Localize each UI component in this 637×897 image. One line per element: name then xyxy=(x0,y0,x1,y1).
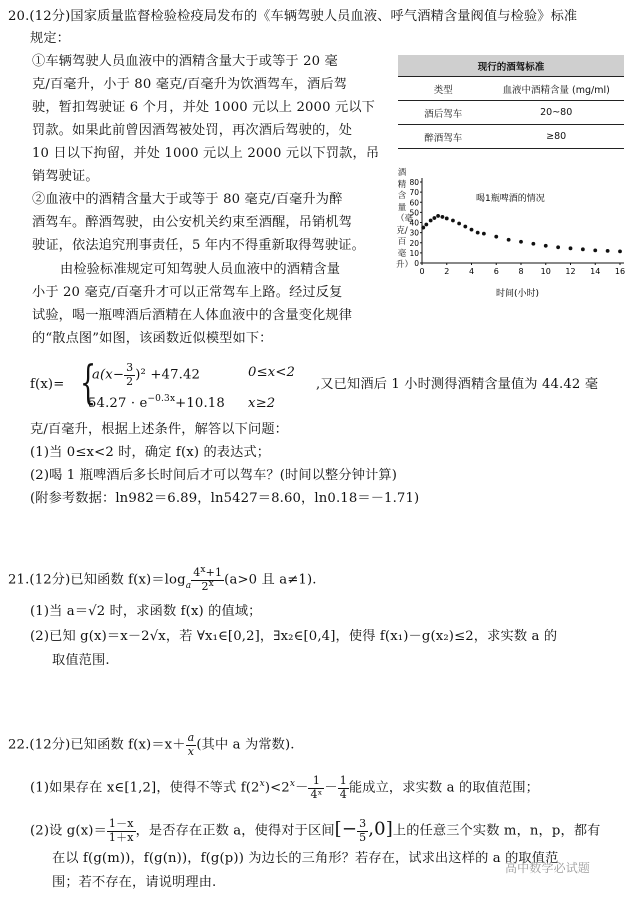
q20-title: 20.(12分)国家质量监督检验检疫局发布的《车辆驾驶人员血液、呼气酒精含量阀值与检验》标准 xyxy=(8,9,578,24)
data-point xyxy=(424,223,428,227)
q22-s1-exp: x xyxy=(259,778,265,789)
q22-frac xyxy=(186,732,197,758)
q22-s1-e: 能成立，求实数 a 的取值范围； xyxy=(348,780,539,796)
q20-p1-line2: 克/百毫升，小于 80 毫克/百毫升为饮酒驾车，酒后驾 xyxy=(32,77,348,92)
q21-num-rest: +1 xyxy=(205,566,223,579)
q21-num-exp: x xyxy=(200,565,206,575)
x-tick-label: 0 xyxy=(419,267,425,276)
q21-log-base: a xyxy=(185,580,192,591)
table-title: 现行的酒驾标准 xyxy=(398,55,624,77)
piece1-rest: )² +47.42 xyxy=(135,367,201,383)
table-cell: ≥80 xyxy=(488,125,624,149)
q22-frac1-den: 4ˣ xyxy=(310,787,323,801)
x-tick-label: 14 xyxy=(590,267,601,276)
q21-head: 21.(12分)已知函数 f(x)＝log xyxy=(8,572,186,588)
q22-frac1 xyxy=(308,775,324,801)
y-tick-label: 40 xyxy=(409,218,419,228)
q21-sub1: (1)当 a＝√2 时，求函数 f(x) 的值域； xyxy=(30,604,262,619)
y-tick-label: 0 xyxy=(414,259,419,268)
y-tick-label: 50 xyxy=(409,208,419,218)
piece2-rest: +10.18 xyxy=(175,396,225,411)
x-tick-label: 4 xyxy=(468,267,475,276)
data-point xyxy=(463,225,467,229)
q20-after-formula: ,又已知酒后 1 小时测得酒精含量值为 44.42 毫 xyxy=(316,377,599,392)
piece2-exp: −0.3x xyxy=(147,394,176,404)
q22-sub2-cont: 在以 f(g(m))，f(g(n))，f(g(p)) 为边长的三角形？若存在，试求出这样的 a 的取值范 xyxy=(52,851,559,866)
data-point xyxy=(507,238,511,242)
piecewise-brace: { xyxy=(80,355,97,409)
q20-p3-line2: 小于 20 毫克/百毫升才可以正常驾车上路。经过反复 xyxy=(32,285,343,300)
q22-i-den: 5 xyxy=(359,830,367,844)
table-cell: 醉酒驾车 xyxy=(398,125,488,149)
q20-line-continue: 克/百毫升，根据上述条件，解答以下问题： xyxy=(30,422,289,437)
q21-num-base: 4 xyxy=(193,566,201,579)
q22-interval-right: ,0] xyxy=(368,818,393,840)
q22-frac1-num: 1 xyxy=(308,775,324,789)
q22-s1-a: (1)如果存在 x∈[1,2]，使得不等式 f(2 xyxy=(30,780,260,796)
q20-title-cont: 规定： xyxy=(30,31,71,46)
q21-sub2: (2)已知 g(x)＝x－2√x，若 ∀x₁∈[0,2]，∃x₂∈[0,4]，使得 f(x₁)－g(x₂)≤2，求实数 a 的 xyxy=(30,629,558,644)
q22-sub2-end: 围；若不存在，请说明理由. xyxy=(52,875,217,890)
data-point xyxy=(606,249,610,253)
q20-fx-label: f(x)= xyxy=(30,377,65,392)
q20-p2-line1: ②血液中的酒精含量大于或等于 80 毫克/百毫升为醉 xyxy=(32,192,343,207)
q20-p2-line2: 酒驾车。醉酒驾驶，由公安机关约束至酒醒，吊销机驾 xyxy=(32,215,353,230)
q20-p1-line6: 销驾驶证。 xyxy=(32,169,99,184)
q21-den-base: 2 xyxy=(201,579,209,593)
q22-frac2 xyxy=(338,775,349,801)
q21-den-exp: x xyxy=(208,578,214,589)
data-point xyxy=(432,216,436,220)
q20-piece2 xyxy=(88,394,225,411)
q20-p3-line3: 试验，喝一瓶啤酒后酒精在人体血液中的含量变化规律 xyxy=(32,308,353,323)
q22-frac2-den: 4 xyxy=(339,787,347,801)
x-tick-label: 2 xyxy=(444,267,450,276)
data-point xyxy=(569,246,573,250)
q22-frac-num: a xyxy=(187,731,195,744)
q22-s1-c: － xyxy=(295,780,309,796)
data-point xyxy=(581,247,585,251)
q22-frac2-num: 1 xyxy=(339,774,347,787)
data-point xyxy=(457,222,461,226)
chart-ylabel: 酒精含量（毫克/百毫升） xyxy=(396,168,414,270)
y-tick-label: 10 xyxy=(409,248,419,258)
x-tick-label: 6 xyxy=(493,267,499,276)
q20-p1-line3: 驶，暂扣驾驶证 6 个月，并处 1000 元以上 2000 元以下 xyxy=(32,100,375,115)
q22-s1-exp2: x xyxy=(289,778,296,789)
data-point xyxy=(618,249,622,253)
q22-line1 xyxy=(8,732,295,758)
q22-g-frac xyxy=(107,818,136,844)
q20-cond2: x≥2 xyxy=(248,396,276,411)
q22-head: 22.(12分)已知函数 f(x)＝x＋ xyxy=(8,737,186,753)
y-tick-label: 60 xyxy=(409,198,419,208)
q21-tail: (a>0 且 a≠1). xyxy=(224,572,317,588)
q22-g-den: 1＋x xyxy=(108,830,134,844)
q20-sub1: (1)当 0≤x<2 时，确定 f(x) 的表达式； xyxy=(30,445,271,460)
q22-s1-d: － xyxy=(324,780,338,796)
q20-p3-line1: 由检验标准规定可知驾驶人员血液中的酒精含量 xyxy=(60,262,341,277)
data-point xyxy=(593,248,597,252)
data-point xyxy=(494,235,498,239)
table-header-type: 类型 xyxy=(398,77,488,101)
data-point xyxy=(470,228,474,232)
q22-s1-b: )<2 xyxy=(264,780,290,796)
q21-sub2-cont: 取值范围. xyxy=(52,653,110,668)
data-point xyxy=(476,231,480,235)
piece1-frac xyxy=(124,362,135,388)
q20-p2-line3: 驶证，依法追究刑事责任，5 年内不得重新取得驾驶证。 xyxy=(32,238,365,253)
data-point xyxy=(519,240,523,244)
x-tick-label: 8 xyxy=(518,267,524,276)
data-point xyxy=(556,245,560,249)
data-point xyxy=(441,215,445,219)
table-row xyxy=(398,101,624,125)
data-point xyxy=(451,219,455,223)
y-tick-label: 30 xyxy=(409,228,419,238)
q22-interval-left: [− xyxy=(334,818,358,840)
q22-s2-c: 上的任意三个实数 m，n，p，都有 xyxy=(392,823,601,839)
q22-s2-a: (2)设 g(x)＝ xyxy=(30,823,107,839)
x-tick-label: 12 xyxy=(565,267,576,276)
q22-s2-b: ，是否存在正数 a，使得对于区间 xyxy=(135,823,335,839)
y-tick-label: 80 xyxy=(409,178,419,187)
q21-frac-num xyxy=(191,567,224,581)
data-point xyxy=(482,232,486,236)
data-point xyxy=(531,242,535,246)
piece1-frac-num: 3 xyxy=(126,361,134,374)
q20-piece1 xyxy=(92,362,200,388)
table-row xyxy=(398,125,624,149)
q22-sub2 xyxy=(30,818,601,844)
q20-sub2: (2)喝 1 瓶啤酒后多长时间后才可以驾车？(时间以整分钟计算) xyxy=(30,468,398,483)
x-tick-label: 16 xyxy=(614,267,626,276)
table-header-content: 血液中酒精含量 (mg/ml) xyxy=(488,77,624,101)
watermark: 高中数学必试题 xyxy=(505,861,591,875)
y-tick-label: 20 xyxy=(409,238,419,248)
table-cell: 酒后驾车 xyxy=(398,101,488,125)
q22-sub1 xyxy=(30,775,539,801)
x-tick-label: 10 xyxy=(540,267,551,276)
table-cell: 20~80 xyxy=(488,101,624,125)
q20-p1-line1: ①车辆驾驶人员血液中的酒精含量大于或等于 20 毫 xyxy=(32,54,338,69)
table-header-row xyxy=(398,77,624,101)
q22-frac-den: x xyxy=(187,744,195,758)
chart-xlabel: 时间(小时) xyxy=(496,289,540,299)
data-point xyxy=(429,219,433,223)
piece2-head: 54.27 · e xyxy=(88,396,148,411)
data-point xyxy=(436,214,440,218)
standards-table xyxy=(398,55,624,149)
q22-interval-frac xyxy=(357,818,368,844)
data-point xyxy=(421,226,425,230)
q20-p1-line4: 罚款。如果此前曾因酒驾被处罚，再次酒后驾驶的，处 xyxy=(32,123,353,138)
alcohol-scatter-chart xyxy=(408,172,632,307)
data-point xyxy=(445,217,449,221)
q22-tail: (其中 a 为常数). xyxy=(196,737,295,753)
q21-frac-den xyxy=(191,578,224,594)
piece1-head: a(x− xyxy=(92,367,125,383)
y-tick-label: 70 xyxy=(409,188,419,198)
q22-i-num: 3 xyxy=(359,817,367,830)
q20-ref-data: (附参考数据：ln982＝6.89，ln5427＝8.60，ln0.18＝－1.71) xyxy=(30,491,420,506)
q20-p3-line4: 的“散点图”如图，该函数近似模型如下： xyxy=(32,331,273,346)
q20-cond1: 0≤x<2 xyxy=(248,365,296,380)
q20-p1-line5: 10 日以下拘留，并处 1000 元以上 2000 元以下罚款，吊 xyxy=(32,146,380,161)
piece1-frac-den: 2 xyxy=(126,374,134,388)
chart-title: 喝1瓶啤酒的情况 xyxy=(476,194,545,204)
q22-g-num: 1－x xyxy=(108,817,134,830)
data-point xyxy=(544,244,548,248)
q21-line1 xyxy=(8,567,317,593)
q21-frac xyxy=(191,567,224,593)
